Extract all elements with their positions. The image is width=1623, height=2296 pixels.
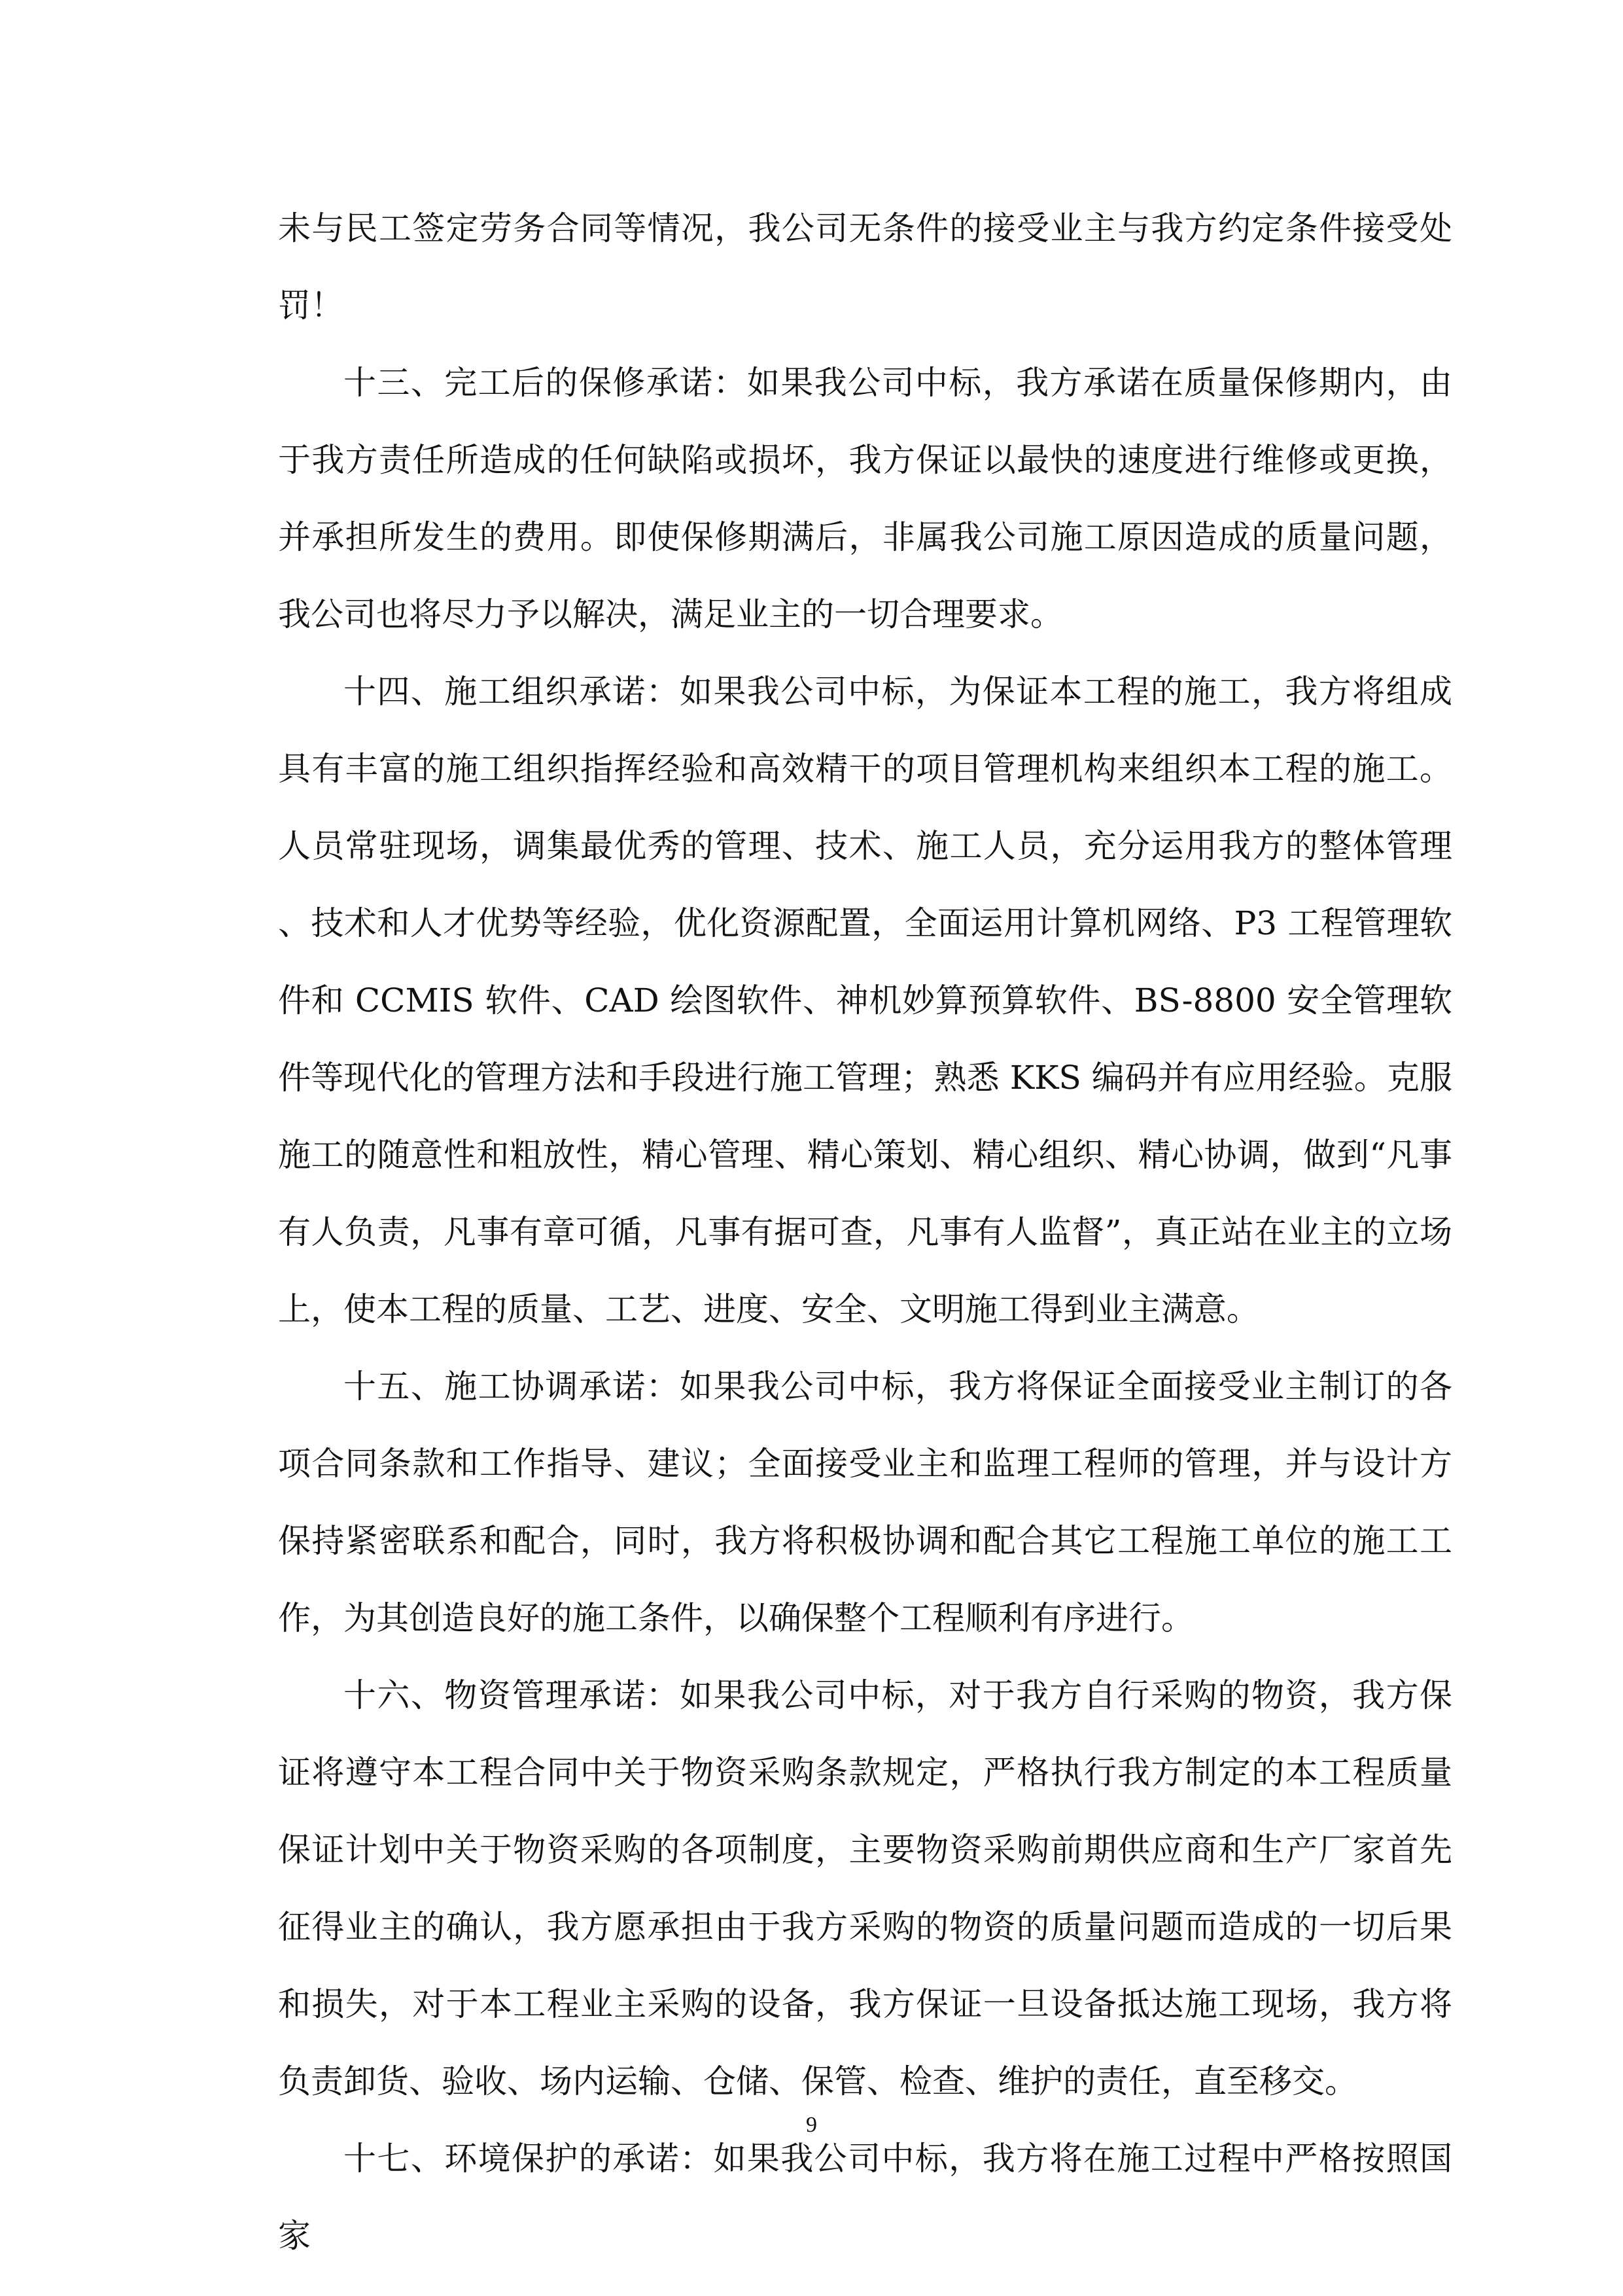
document-body [278, 190, 1452, 2274]
paragraph-1: 未与民工签定劳务合同等情况，我公司无条件的接受业主与我方约定条件接受处罚！ [278, 209, 1452, 325]
paragraph-3: 十四、施工组织承诺：如果我公司中标，为保证本工程的施工，我方将组成具有丰富的施工组织指挥经验和高效精干的项目管理机构来组织本工程的施工。人员常驻现场，调集最优秀的管理、技术、施工人员，充分运用我方的整体管理、技术和人才优势等经验，优化资源配置，全面运用计算机网络、P3 工程管理软件和 CCMIS 软件、CAD 绘图软件、神机妙算预算软件、BS-8800 安全管理软件等现代化的管理方法和手段进行施工管理；熟悉 KKS 编码并有应用经验。克服施工的随意性和粗放性，精心管理、精心策划、精心组织、精心协调，做到“凡事有人负责，凡事有章可循，凡事有据可查，凡事有人监督”，真正站在业主的立场上，使本工程的质量、工艺、进度、安全、文明施工得到业主满意。 [278, 673, 1452, 1328]
page-number: 9 [806, 2113, 817, 2137]
paragraph-6: 十七、环境保护的承诺：如果我公司中标，我方将在施工过程中严格按照国家 [278, 2140, 1452, 2255]
paragraph-2: 十三、完工后的保修承诺：如果我公司中标，我方承诺在质量保修期内，由于我方责任所造成的任何缺陷或损坏，我方保证以最快的速度进行维修或更换，并承担所发生的费用。即使保修期满后，非属我公司施工原因造成的质量问题，我公司也将尽力予以解决，满足业主的一切合理要求。 [278, 364, 1452, 633]
paragraph-4: 十五、施工协调承诺：如果我公司中标，我方将保证全面接受业主制订的各项合同条款和工作指导、建议；全面接受业主和监理工程师的管理，并与设计方保持紧密联系和配合，同时，我方将积极协调和配合其它工程施工单位的施工工作，为其创造良好的施工条件，以确保整个工程顺利有序进行。 [278, 1368, 1452, 1637]
paragraph-5: 十六、物资管理承诺：如果我公司中标，对于我方自行采购的物资，我方保证将遵守本工程合同中关于物资采购条款规定，严格执行我方制定的本工程质量保证计划中关于物资采购的各项制度，主要物资采购前期供应商和生产厂家首先征得业主的确认，我方愿承担由于我方采购的物资的质量问题而造成的一切后果和损失，对于本工程业主采购的设备，我方保证一旦设备抵达施工现场，我方将负责卸货、验收、场内运输、仓储、保管、检查、维护的责任，直至移交。 [278, 1676, 1452, 2100]
